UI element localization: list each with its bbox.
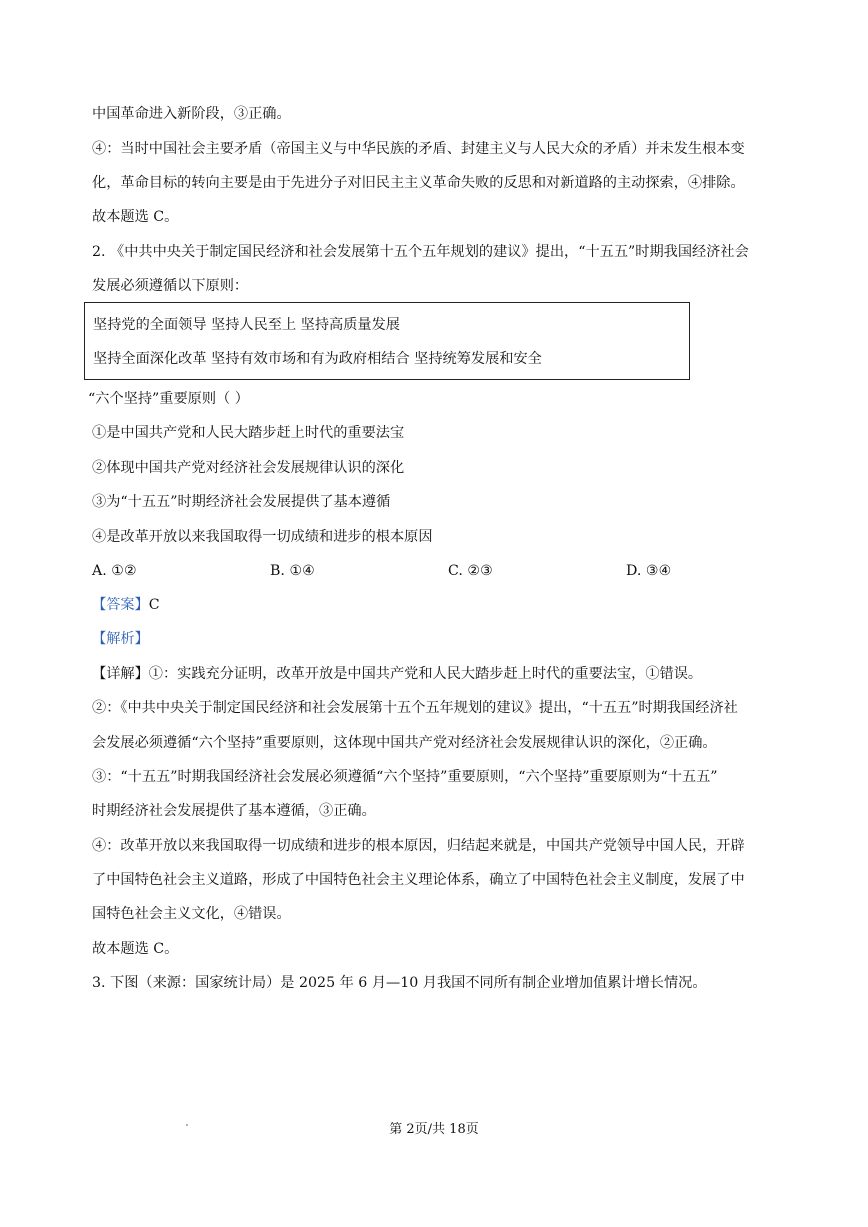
- option-c: C. ②③: [448, 563, 493, 579]
- question-2-prompt: “六个坚持”重要原则（ ）: [88, 391, 249, 407]
- detail-line: 国特色社会主义文化，④错误。: [92, 906, 291, 922]
- answer-tag: 【答案】: [92, 597, 149, 613]
- analysis-tag: 【解析】: [92, 631, 149, 647]
- option-d: D. ③④: [626, 563, 672, 579]
- detail-line: ②：《中共中央关于制定国民经济和社会发展第十五个五年规划的建议》提出，“十五五”时期我国经济社: [92, 700, 738, 716]
- page-footer: 第 2页/共 18页: [389, 1122, 479, 1137]
- statement-item: ④是改革开放以来我国取得一切成绩和进步的根本原因: [92, 529, 433, 545]
- text-line: 故本题选 C。: [92, 209, 179, 225]
- question-3-stem: 3. 下图（来源：国家统计局）是 2025 年 6 月—10 月我国不同所有制企业增加值累计增长情况。: [92, 975, 707, 991]
- text-line: 中国革命进入新阶段，③正确。: [92, 106, 291, 122]
- question-2-stem: 2. 《中共中央关于制定国民经济和社会发展第十五个五年规划的建议》提出，“十五五”时期我国经济社会: [92, 244, 749, 260]
- principles-row-1: 坚持党的全面领导 坚持人民至上 坚持高质量发展: [93, 317, 400, 333]
- detail-line: ③：“十五五”时期我国经济社会发展必须遵循“六个坚持”重要原则，“六个坚持”重要原则为“十五五”: [92, 769, 718, 785]
- principles-row-2: 坚持全面深化改革 坚持有效市场和有为政府相结合 坚持统筹发展和安全: [93, 351, 542, 367]
- statement-item: ②体现中国共产党对经济社会发展规律认识的深化: [92, 460, 405, 476]
- detail-line: 时期经济社会发展提供了基本遵循，③正确。: [92, 803, 376, 819]
- text-line: ④：当时中国社会主要矛盾（帝国主义与中华民族的矛盾、封建主义与人民大众的矛盾）并未发生根本变: [92, 141, 745, 157]
- option-a: A. ①②: [92, 563, 137, 579]
- question-2-stem-cont: 发展必须遵循以下原则：: [92, 278, 249, 294]
- detail-tag: 【详解】: [92, 666, 149, 682]
- answer-line: [92, 595, 160, 615]
- text-line: 化，革命目标的转向主要是由于先进分子对旧民主主义革命失败的反思和对新道路的主动探索，④排除。: [92, 175, 745, 191]
- statement-item: ③为“十五五”时期经济社会发展提供了基本遵循: [92, 494, 391, 510]
- conclusion-line: 故本题选 C。: [92, 941, 179, 957]
- principles-box: [84, 302, 690, 380]
- detail-line: ④：改革开放以来我国取得一切成绩和进步的根本原因，归结起来就是，中国共产党领导中国人民，开辟: [92, 838, 745, 854]
- option-b: B. ①④: [270, 563, 315, 579]
- statement-item: ①是中国共产党和人民大踏步赶上时代的重要法宝: [92, 425, 405, 441]
- answer-value: C: [148, 597, 160, 613]
- detail-line: 会发展必须遵循“六个坚持”重要原则，这体现中国共产党对经济社会发展规律认识的深化，②正确。: [92, 735, 717, 751]
- detail-line: 【详解】①：实践充分证明，改革开放是中国共产党和人民大踏步赶上时代的重要法宝，①错误。: [92, 666, 703, 682]
- detail-line: 了中国特色社会主义道路，形成了中国特色社会主义理论体系，确立了中国特色社会主义制度，发展了中: [92, 872, 745, 888]
